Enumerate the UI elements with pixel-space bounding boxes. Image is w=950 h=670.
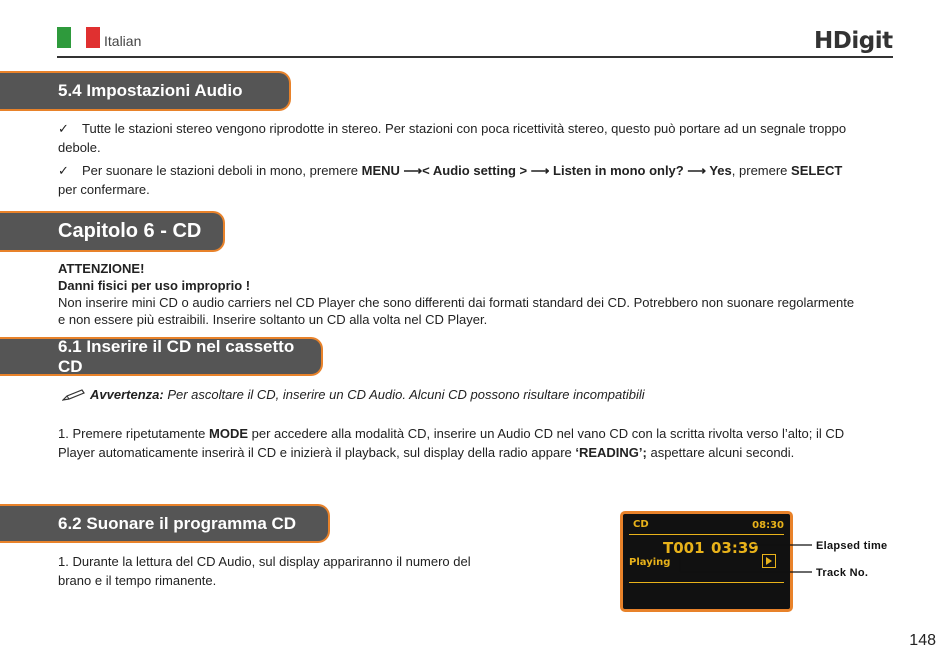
bullet-mono: ✓ Per suonare le stazioni deboli in mono, premere MENU ⟶< Audio setting > ⟶ Listen in mono only? ⟶ Yes, premere SELECT per confermare. [58,163,843,197]
section-heading-6-2: 6.2 Suonare il programma CD [0,504,330,543]
chapter-heading-6: Capitolo 6 - CD [0,211,225,252]
bullet-stereo-text: Tutte le stazioni stereo vengono riprodotte in stereo. Per stazioni con poca ricettività stereo, questo può portare ad un segnale troppo debole. [58,121,847,155]
reading-status: ‘READING’; [575,445,647,460]
track-number-callout: Track No. [816,567,869,579]
display-track: T001 [663,539,705,557]
section-heading-5-4: 5.4 Impostazioni Audio [0,71,291,111]
bullet-stereo [58,119,858,157]
display-mode: CD [633,519,649,530]
display-divider [629,534,784,535]
language-label: Italian [104,33,142,49]
brand-logo: HDigit [814,28,893,54]
elapsed-time-callout: Elapsed time [816,540,888,552]
play-icon [762,554,776,568]
checkmark-icon: ✓ [58,163,69,178]
note-text: Per ascoltare il CD, inserire un CD Audio. Alcuni CD possono risultare incompatibili [163,387,645,402]
display-elapsed-time: 03:39 [711,539,759,557]
checkmark-icon: ✓ [58,121,69,136]
pencil-note-icon [62,388,86,402]
step-play-cd: 1. Durante la lettura del CD Audio, sul display appariranno il numero del brano e il tempo rimanente. [58,554,471,588]
warning-subtitle: Danni fisici per uso improprio ! [58,278,251,293]
warning-text: Non inserire mini CD o audio carriers nel CD Player che sono differenti dai formati standard dei CD. Potrebbero non suonare regolarmente e non essere più estraibili. Inserire soltanto un CD alla volta nel CD Player. [58,295,855,327]
note-label: Avvertenza: [90,387,164,402]
advisory-note [62,385,862,404]
header-divider [57,56,893,58]
italian-flag-icon [57,27,100,48]
menu-path: MENU ⟶< Audio setting > ⟶ Listen in mono only? ⟶ Yes [361,163,732,178]
display-clock: 08:30 [752,520,784,531]
warning-block [58,260,858,328]
step-insert-cd: 1. Premere ripetutamente MODE per accedere alla modalità CD, inserire un Audio CD nel vano CD con la scritta rivolta verso l’alto; il CD Player automaticamente inserirà il CD e inizierà il playback, sul display della radio appare ‘READING’; aspettare alcuni secondi. [58,426,845,460]
section-heading-6-1: 6.1 Inserire il CD nel cassetto CD [0,337,323,376]
radio-display [620,511,793,612]
mode-key: MODE [209,426,249,441]
warning-title: ATTENZIONE! [58,261,145,276]
display-divider [629,582,784,583]
page-number: 148 [909,632,936,649]
display-status: Playing [629,557,671,568]
select-key: SELECT [791,163,843,178]
